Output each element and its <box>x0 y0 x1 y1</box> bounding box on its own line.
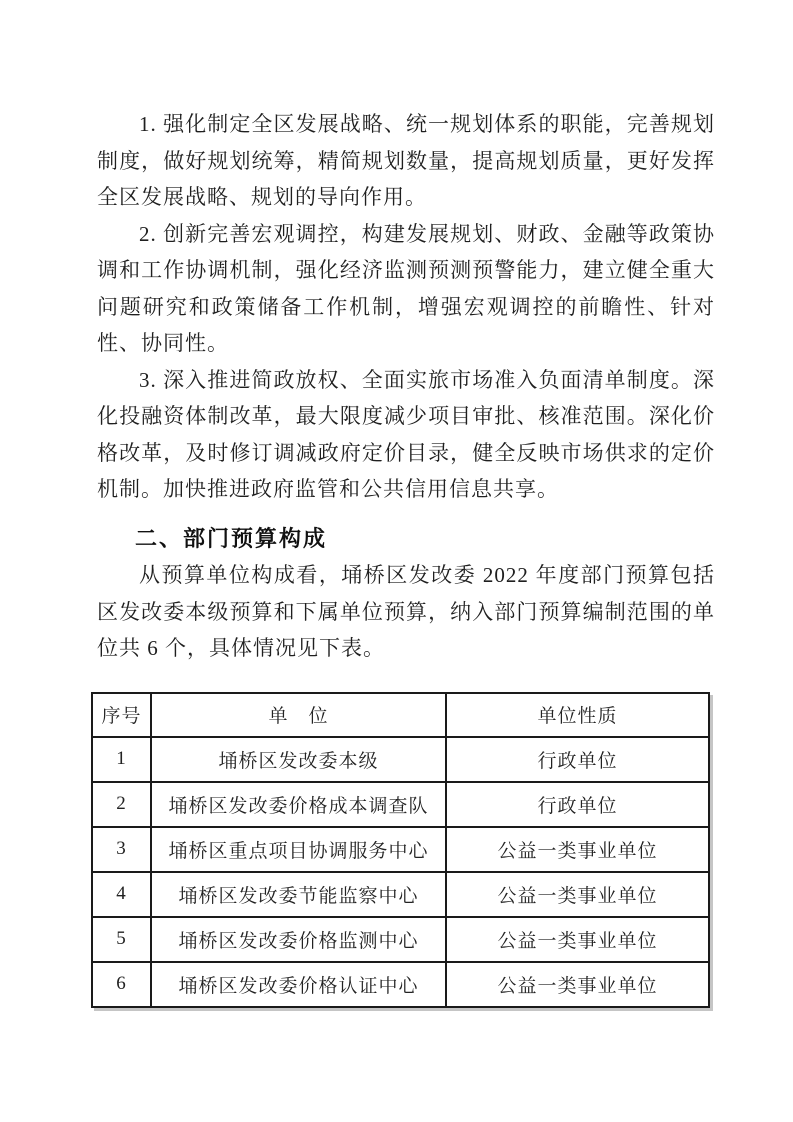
cell-index: 5 <box>92 917 151 962</box>
cell-index: 3 <box>92 827 151 872</box>
paragraph-3: 3. 深入推进简政放权、全面实旅市场准入负面清单制度。深化投融资体制改革，最大限度减少项目审批、核准范围。深化价格改革，及时修订调减政府定价目录，健全反映市场供求的定价机制。加快推进政府监管和公共信用信息共享。 <box>97 367 715 501</box>
paragraph-2: 2. 创新完善宏观调控，构建发展规划、财政、金融等政策协调和工作协调机制，强化经济监测预测预警能力，建立健全重大问题研究和政策储备工作机制，增强宏观调控的前瞻性、针对性、协同性。 <box>97 221 715 355</box>
cell-unit-name: 埇桥区重点项目协调服务中心 <box>151 827 446 872</box>
cell-index: 4 <box>92 872 151 917</box>
col-header-unit: 单 位 <box>151 693 446 737</box>
section-intro: 从预算单位构成看，埇桥区发改委 2022 年度部门预算包括区发改委本级预算和下属单位预算，纳入部门预算编制范围的单位共 6 个，具体情况见下表。 <box>97 563 715 660</box>
cell-unit-type: 公益一类事业单位 <box>446 917 709 962</box>
table-row <box>92 872 709 917</box>
budget-units-table <box>91 692 710 1008</box>
cell-unit-name: 埇桥区发改委节能监察中心 <box>151 872 446 917</box>
col-header-unit-type: 单位性质 <box>446 693 709 737</box>
cell-unit-name: 埇桥区发改委价格成本调查队 <box>151 782 446 827</box>
paragraph-1: 1. 强化制定全区发展战略、统一规划体系的职能，完善规划制度，做好规划统筹，精简规划数量，提高规划质量，更好发挥全区发展战略、规划的导向作用。 <box>97 112 715 209</box>
cell-index: 2 <box>92 782 151 827</box>
cell-index: 1 <box>92 737 151 782</box>
cell-unit-type: 行政单位 <box>446 737 709 782</box>
cell-unit-name: 埇桥区发改委价格监测中心 <box>151 917 446 962</box>
table-row <box>92 962 709 1007</box>
cell-unit-type: 行政单位 <box>446 782 709 827</box>
document-content <box>97 106 715 1008</box>
cell-unit-name: 埇桥区发改委本级 <box>151 737 446 782</box>
col-header-index: 序号 <box>92 693 151 737</box>
table-header-row <box>92 693 709 737</box>
cell-index: 6 <box>92 962 151 1007</box>
cell-unit-type: 公益一类事业单位 <box>446 872 709 917</box>
table-row <box>92 782 709 827</box>
table-row <box>92 917 709 962</box>
cell-unit-name: 埇桥区发改委价格认证中心 <box>151 962 446 1007</box>
table-row <box>92 827 709 872</box>
cell-unit-type: 公益一类事业单位 <box>446 827 709 872</box>
cell-unit-type: 公益一类事业单位 <box>446 962 709 1007</box>
section-heading: 二、部门预算构成 <box>135 525 328 551</box>
table-row <box>92 737 709 782</box>
